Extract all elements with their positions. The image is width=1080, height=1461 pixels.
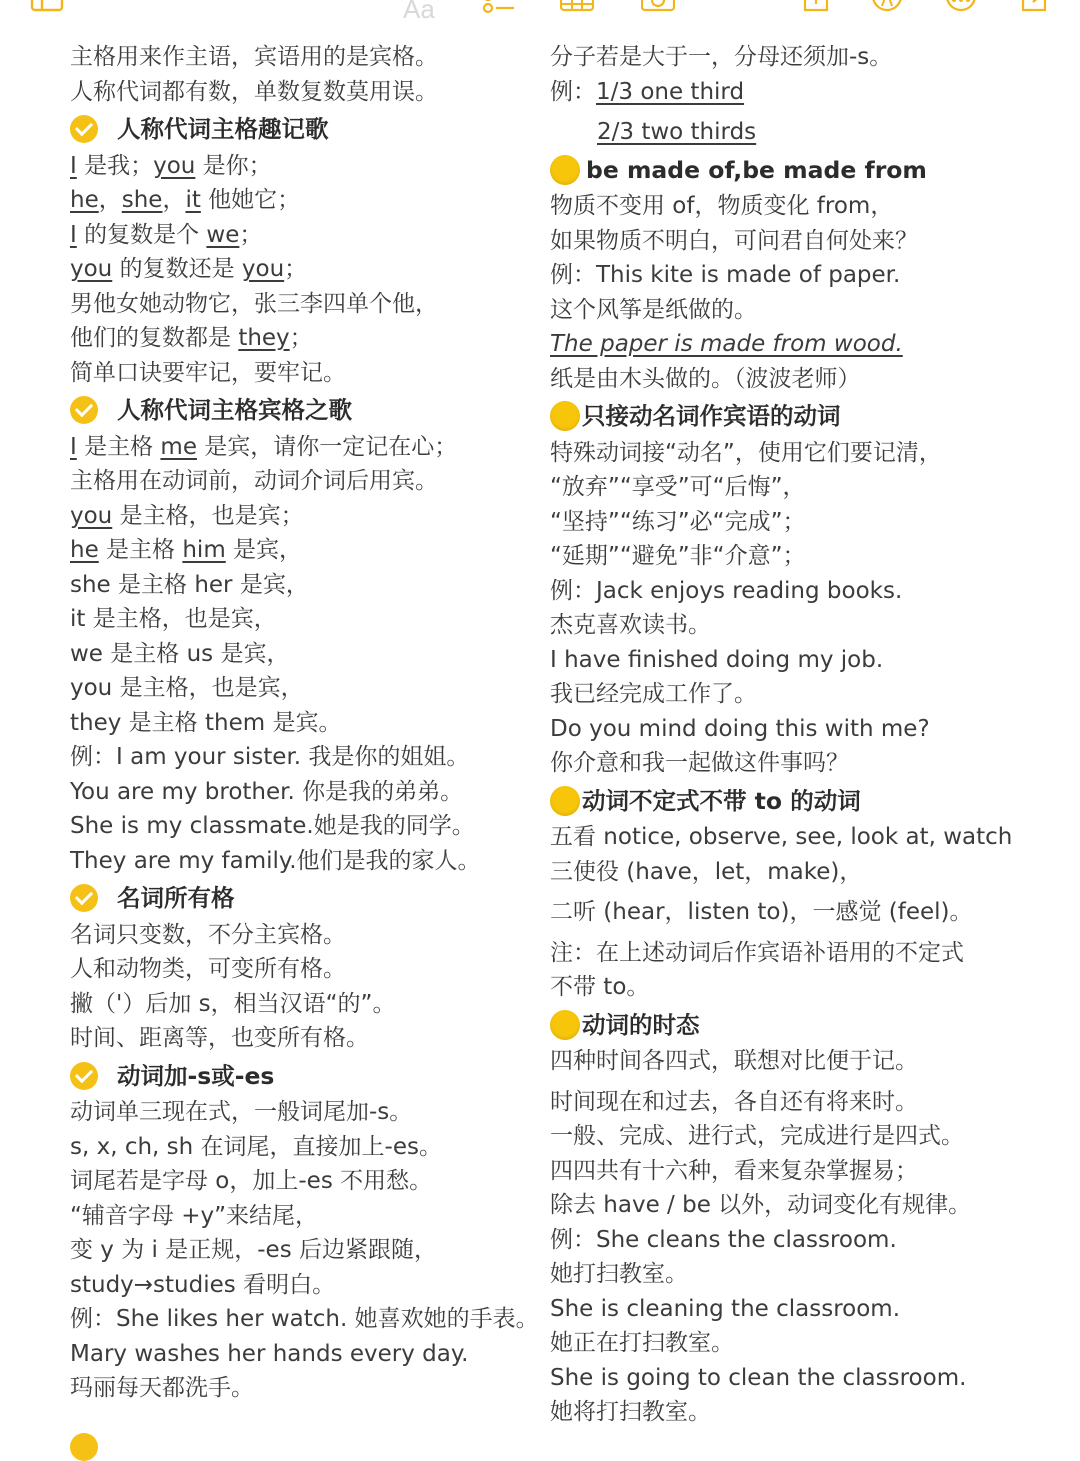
text-line: Do you mind doing this with me? [550, 715, 930, 742]
text-line: 物质不变用 of，物质变化 from， [550, 193, 894, 219]
text-line: 这个风筝是纸做的。 [550, 296, 757, 323]
more-icon[interactable] [944, 0, 978, 20]
text-line: 注：在上述动词后作宾语补语用的不定式 [550, 939, 964, 966]
checklist-icon[interactable] [482, 0, 516, 20]
text-line: 人和动物类，可变所有格。 [70, 956, 346, 982]
text-line: 二听 (hear，listen to)，一感觉 (feel)。 [550, 899, 973, 925]
format-button[interactable]: Aa [403, 0, 435, 24]
text-line: I have finished doing my job. [550, 646, 884, 673]
text-line: 你介意和我一起做这件事吗？ [550, 750, 849, 776]
text-line: Mary washes her hands every day. [70, 1340, 469, 1367]
compose-icon[interactable] [1019, 0, 1053, 20]
text-line: we 是主格 us 是宾， [70, 640, 290, 667]
text-line: 纸是由木头做的。（波波老师） [550, 365, 861, 392]
notes-toolbar [0, 0, 1080, 26]
checkmark-icon [70, 1062, 98, 1090]
text-line: you 是主格，也是宾， [70, 675, 304, 701]
text-line: 变 y 为 i 是正规，-es 后边紧跟随， [70, 1237, 437, 1263]
text-line: She is my classmate.她是我的同学。 [70, 813, 475, 839]
yellow-circle-icon [550, 1010, 580, 1040]
heading-text: 人称代词主格趣记歌 [117, 115, 329, 143]
text-line: 主格用在动词前，动词介词后用宾。 [70, 468, 438, 494]
text-line: it 是主格，也是宾， [70, 606, 277, 632]
section-heading [550, 399, 1050, 434]
heading-text: 动词不定式不带 to 的动词 [582, 786, 861, 815]
yellow-circle-icon [550, 401, 580, 431]
text-line: s, x, ch, sh 在词尾，直接加上-es。 [70, 1133, 442, 1160]
text-line: 她将打扫教室。 [550, 1399, 711, 1425]
text-line: 动词单三现在式，一般词尾加-s。 [70, 1099, 413, 1125]
text-line: 三使役 (have，let，make)， [550, 858, 863, 885]
text-line: 五看 notice, observe, see, look at, watch [550, 824, 1013, 850]
intro-line: 人称代词都有数，单数复数莫用误。 [70, 78, 438, 105]
section-heading [550, 1008, 1050, 1043]
heading-text: 只接动名词作宾语的动词 [582, 402, 841, 430]
text-line: She is going to clean the classroom. [550, 1364, 967, 1391]
text-line: he，she，it 他她它； [70, 187, 301, 213]
text-line: she 是主格 her 是宾， [70, 571, 309, 598]
text-line: I 的复数是个 we； [70, 221, 263, 248]
text-line: You are my brother. 你是我的弟弟。 [70, 778, 464, 805]
text-line: 杰克喜欢读书。 [550, 612, 711, 638]
text-line: 简单口诀要牢记，要牢记。 [70, 359, 346, 386]
text-line: 她打扫教室。 [550, 1261, 688, 1287]
section-heading [550, 784, 1050, 819]
heading-text: 动词的时态 [582, 1010, 700, 1039]
text-line: 他们的复数都是 they； [70, 325, 313, 351]
sidebar-icon[interactable] [30, 0, 64, 20]
table-icon[interactable] [560, 0, 594, 20]
text-line: 例：She cleans the classroom. [550, 1226, 897, 1253]
heading-text: 名词所有格 [117, 884, 235, 912]
text-line: he 是主格 him 是宾， [70, 537, 303, 563]
text-line: 男他女她动物它，张三李四单个他， [70, 290, 438, 317]
text-line: 时间、距离等，也变所有格。 [70, 1025, 369, 1051]
text-line: 玛丽每天都洗手。 [70, 1375, 254, 1401]
camera-icon[interactable] [641, 0, 675, 20]
yellow-circle-icon [550, 786, 580, 816]
text-line: 不带 to。 [550, 974, 650, 1000]
text-line: 例：She likes her watch. 她喜欢她的手表。 [70, 1306, 539, 1332]
heading-text: 人称代词主格宾格之歌 [117, 396, 352, 424]
text-line: 除去 have / be 以外，动词变化有规律。 [550, 1192, 972, 1218]
intro-line: 主格用来作主语，宾语用的是宾格。 [70, 44, 438, 70]
text-line: “延期”“避免”非“介意”； [550, 543, 806, 569]
text-line: “坚持”“练习”必“完成”； [550, 508, 806, 535]
section-heading [70, 393, 540, 428]
text-line: 例：This kite is made of paper. [550, 262, 901, 288]
section-heading [550, 153, 1050, 188]
section-heading [70, 881, 540, 916]
text-line: 她正在打扫教室。 [550, 1330, 734, 1356]
text-line: they 是主格 them 是宾。 [70, 709, 342, 736]
text-line: 一般、完成、进行式，完成进行是四式。 [550, 1123, 964, 1149]
left-column [70, 40, 540, 1406]
markup-icon[interactable] [870, 0, 904, 20]
text-line: study→studies 看明白。 [70, 1271, 336, 1298]
text-line: 名词只变数，不分主宾格。 [70, 921, 346, 948]
text-line: 2/3 two thirds [597, 119, 757, 145]
text-line: 例：I am your sister. 我是你的姐姐。 [70, 744, 470, 770]
text-line: “放弃”“享受”可“后悔”， [550, 474, 806, 500]
text-line: The paper is made from wood. [550, 331, 903, 357]
text-line: you 的复数还是 you； [70, 256, 308, 282]
checkmark-icon [70, 1433, 98, 1461]
yellow-circle-icon [550, 155, 580, 185]
text-line: 撇（'）后加 s，相当汉语“的”。 [70, 990, 396, 1017]
right-column [550, 40, 1050, 1430]
text-line: 例：1/3 one third [550, 78, 745, 105]
text-line: 四种时间各四式，联想对比便于记。 [550, 1048, 918, 1074]
heading-text: be made of,be made from [586, 155, 927, 184]
text-line: “辅音字母 +y”来结尾， [70, 1202, 319, 1229]
text-line: I 是主格 me 是宾，请你一定记在心； [70, 433, 458, 460]
text-line: 词尾若是字母 o，加上-es 不用愁。 [70, 1168, 433, 1194]
checkmark-icon [70, 396, 98, 424]
checkmark-icon [70, 115, 98, 143]
checkmark-icon [70, 884, 98, 912]
text-line: 分子若是大于一，分母还须加-s。 [550, 44, 893, 70]
heading-text: 动词加-s或-es [117, 1061, 275, 1090]
text-line: 如果物质不明白，可问君自何处来？ [550, 227, 918, 254]
text-line: 四四共有十六种，看来复杂掌握易； [550, 1157, 918, 1184]
text-line: 我已经完成工作了。 [550, 681, 757, 707]
text-line: 时间现在和过去，各自还有将来时。 [550, 1088, 918, 1115]
section-heading [70, 112, 540, 147]
text-line: They are my family.他们是我的家人。 [70, 847, 481, 874]
section-heading [70, 1059, 540, 1094]
text-line: 特殊动词接“动名”，使用它们要记清， [550, 439, 942, 466]
share-icon[interactable] [799, 0, 833, 20]
text-line: She is cleaning the classroom. [550, 1295, 901, 1322]
text-line: you 是主格，也是宾； [70, 502, 304, 529]
text-line: 例：Jack enjoys reading books. [550, 577, 903, 604]
text-line: I 是我；you 是你； [70, 152, 272, 179]
